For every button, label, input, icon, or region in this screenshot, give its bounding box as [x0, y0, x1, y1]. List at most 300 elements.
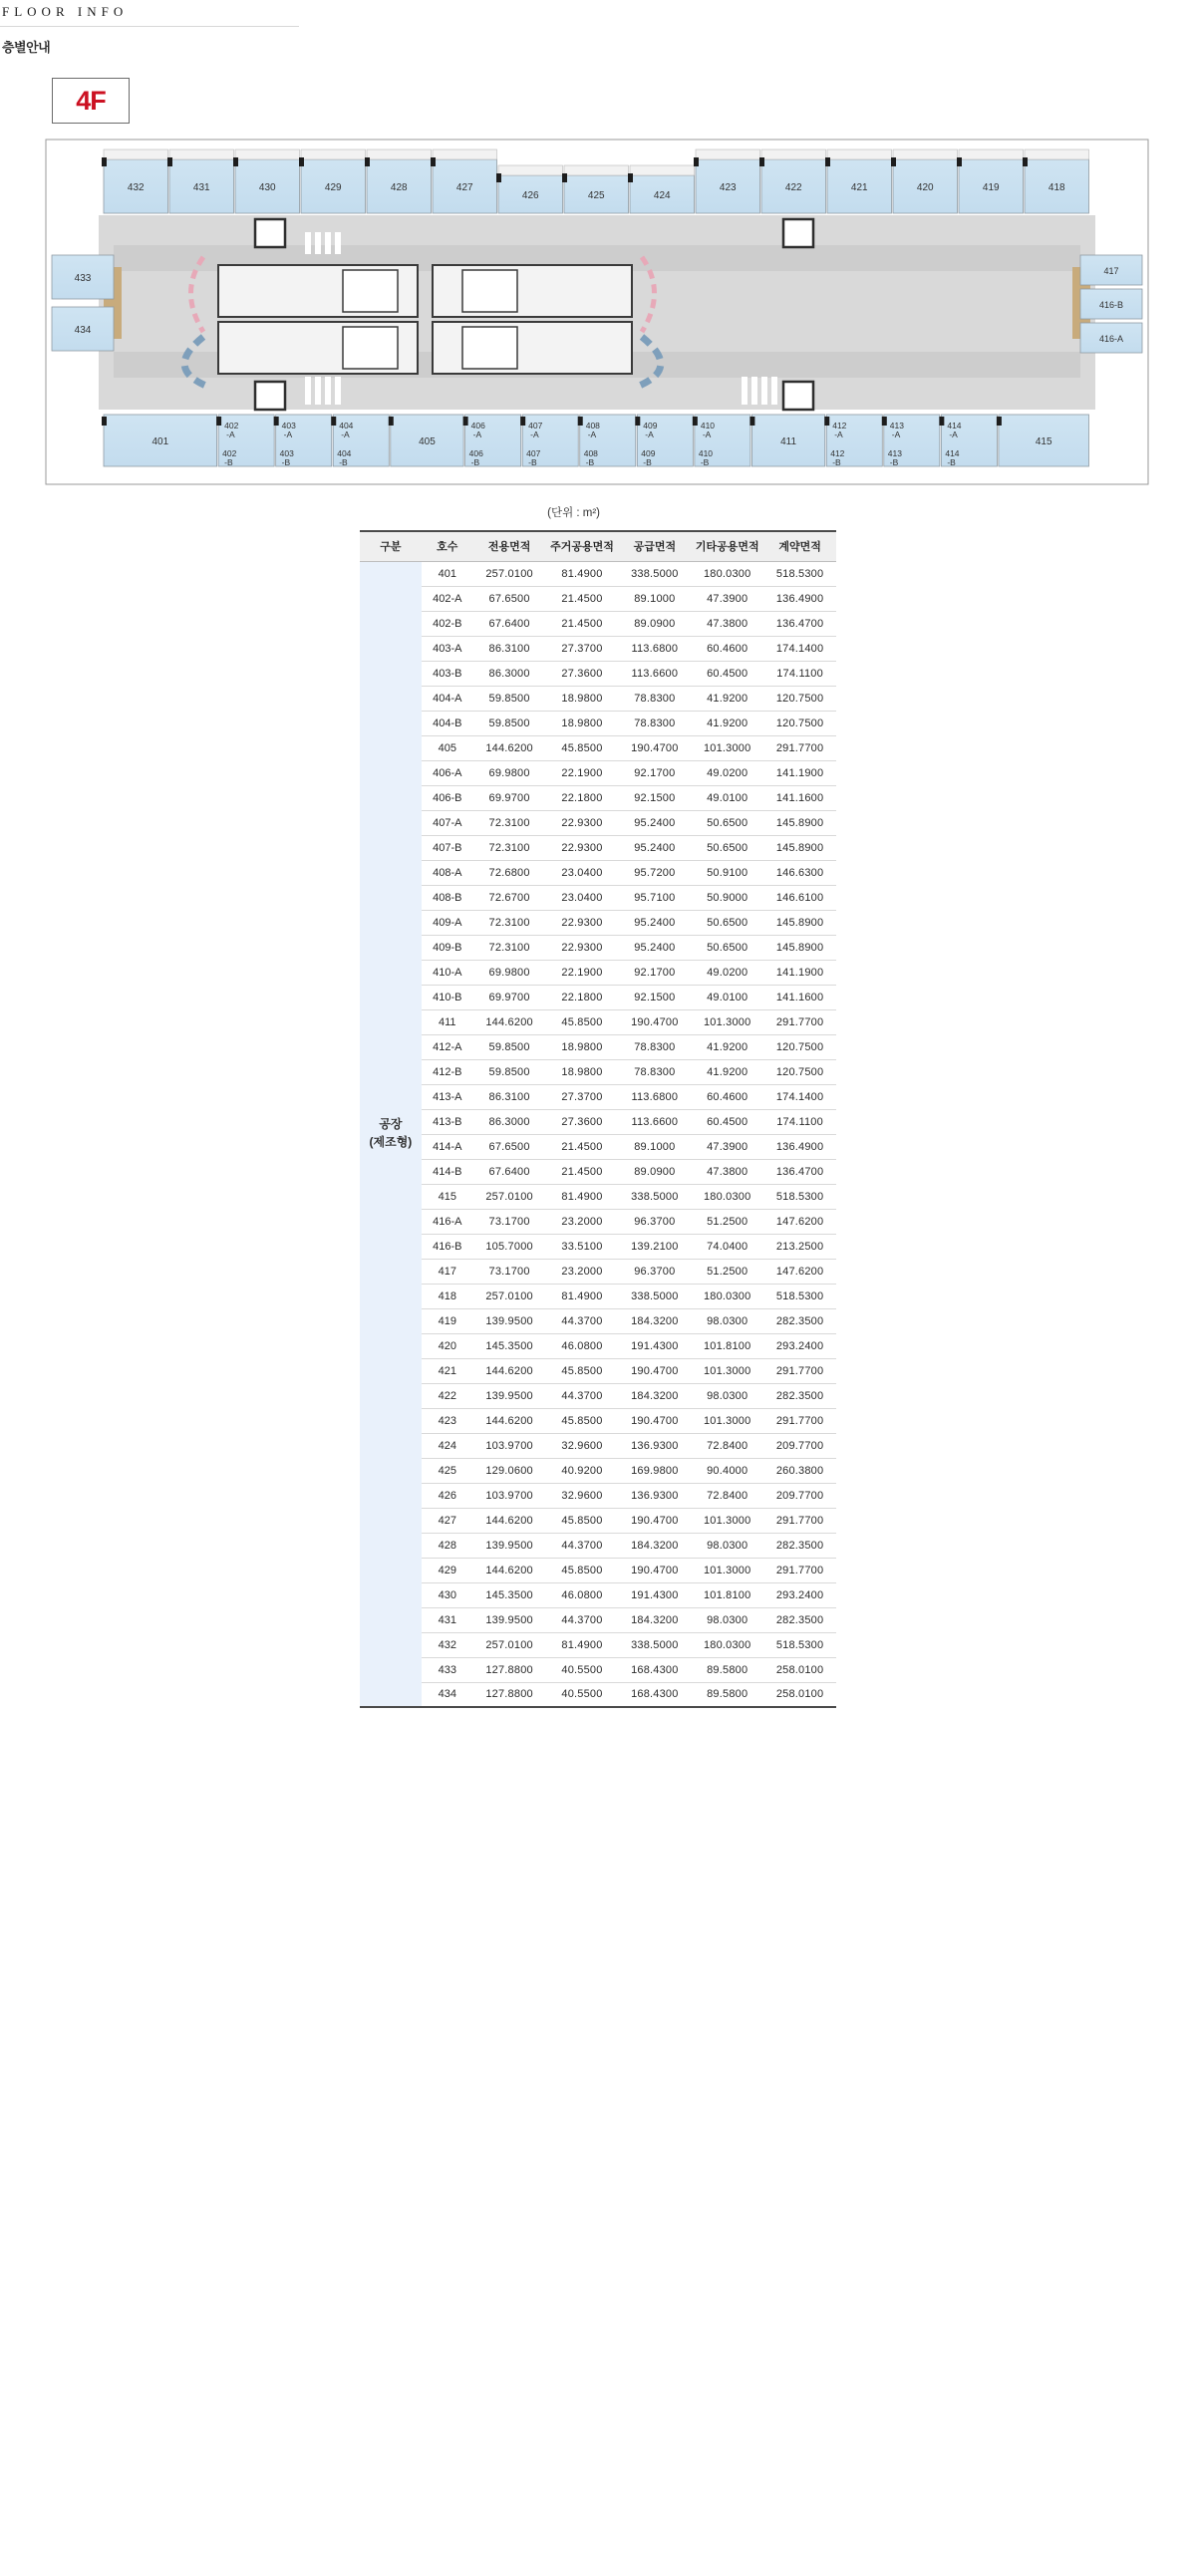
cell-unit: 432: [422, 1632, 473, 1657]
cell-unit: 414-B: [422, 1159, 473, 1184]
cell-contract-area: 260.3800: [763, 1458, 836, 1483]
table-row: [360, 1109, 836, 1134]
cell-other-common-area: 74.0400: [691, 1234, 763, 1259]
eyebrow-title: FLOOR INFO: [2, 4, 129, 19]
cell-supply-area: 190.4700: [618, 1408, 691, 1433]
unit-423-balcony: [696, 149, 760, 159]
cell-unit: 416-A: [422, 1209, 473, 1234]
cell-common-area: 45.8500: [546, 1358, 619, 1383]
cell-other-common-area: 50.9100: [691, 860, 763, 885]
cell-unit: 423: [422, 1408, 473, 1433]
floorplan-wrap: [0, 138, 1196, 486]
cell-supply-area: 89.0900: [618, 1159, 691, 1184]
cell-supply-area: 92.1500: [618, 785, 691, 810]
cell-contract-area: 282.3500: [763, 1607, 836, 1632]
unit-417-label: 417: [1103, 266, 1119, 276]
cell-supply-area: 184.3200: [618, 1383, 691, 1408]
column-marker: [694, 157, 699, 166]
cell-exclusive-area: 72.3100: [473, 935, 546, 960]
cell-exclusive-area: 144.6200: [473, 1009, 546, 1034]
table-row: [360, 1383, 836, 1408]
cell-exclusive-area: 144.6200: [473, 1508, 546, 1533]
column-marker: [759, 157, 764, 166]
cell-other-common-area: 90.4000: [691, 1458, 763, 1483]
unit-402-B-suffix: -B: [224, 457, 233, 467]
cell-common-area: 22.9300: [546, 910, 619, 935]
unit-429-label: 429: [324, 182, 342, 193]
table-row: [360, 1159, 836, 1184]
cell-contract-area: 293.2400: [763, 1582, 836, 1607]
table-row: [360, 1682, 836, 1707]
cell-unit: 407-A: [422, 810, 473, 835]
table-row: [360, 1009, 836, 1034]
unit-401-label: 401: [151, 436, 169, 447]
column-marker: [102, 417, 107, 426]
cell-other-common-area: 49.0100: [691, 785, 763, 810]
cell-other-common-area: 101.3000: [691, 1508, 763, 1533]
cell-common-area: 81.4900: [546, 1632, 619, 1657]
unit-425-balcony: [564, 165, 629, 175]
cell-unit: 401: [422, 561, 473, 586]
cell-unit: 411: [422, 1009, 473, 1034]
cell-contract-area: 147.6200: [763, 1209, 836, 1234]
area-table-wrap: [0, 530, 1196, 1732]
table-row: [360, 1582, 836, 1607]
column-marker: [693, 417, 698, 426]
cell-supply-area: 95.7100: [618, 885, 691, 910]
column-marker: [891, 157, 896, 166]
cell-unit: 426: [422, 1483, 473, 1508]
cell-unit: 409-B: [422, 935, 473, 960]
cell-other-common-area: 51.2500: [691, 1209, 763, 1234]
unit-404-B-label: 404: [337, 448, 352, 458]
cell-common-area: 33.5100: [546, 1234, 619, 1259]
column-marker: [628, 173, 633, 182]
cell-contract-area: 146.6100: [763, 885, 836, 910]
cell-common-area: 40.9200: [546, 1458, 619, 1483]
unit-421-label: 421: [850, 182, 868, 193]
cell-exclusive-area: 139.9500: [473, 1308, 546, 1333]
table-row: [360, 1358, 836, 1383]
cell-contract-area: 291.7700: [763, 1358, 836, 1383]
cell-exclusive-area: 127.8800: [473, 1682, 546, 1707]
table-row: [360, 960, 836, 985]
cell-unit: 408-B: [422, 885, 473, 910]
unit-402-B-label: 402: [222, 448, 237, 458]
unit-404-B-suffix: -B: [339, 457, 348, 467]
cell-other-common-area: 60.4500: [691, 1109, 763, 1134]
cell-contract-area: 136.4700: [763, 611, 836, 636]
cell-supply-area: 191.4300: [618, 1333, 691, 1358]
cell-contract-area: 145.8900: [763, 835, 836, 860]
unit-403-B-suffix: -B: [281, 457, 291, 467]
cell-other-common-area: 101.3000: [691, 1558, 763, 1582]
unit-419-balcony: [959, 149, 1024, 159]
cell-common-area: 45.8500: [546, 1508, 619, 1533]
cell-exclusive-area: 257.0100: [473, 1184, 546, 1209]
table-row: [360, 785, 836, 810]
cell-supply-area: 136.9300: [618, 1483, 691, 1508]
unit-410-B-suffix: -B: [700, 457, 710, 467]
cell-contract-area: 145.8900: [763, 910, 836, 935]
cell-unit: 420: [422, 1333, 473, 1358]
cell-other-common-area: 180.0300: [691, 561, 763, 586]
page-title: 층별안내: [2, 40, 51, 55]
cell-unit: 405: [422, 735, 473, 760]
cell-supply-area: 190.4700: [618, 1358, 691, 1383]
cell-other-common-area: 98.0300: [691, 1607, 763, 1632]
cell-other-common-area: 101.3000: [691, 1009, 763, 1034]
cell-common-area: 44.3700: [546, 1308, 619, 1333]
cell-exclusive-area: 139.9500: [473, 1607, 546, 1632]
cell-other-common-area: 49.0200: [691, 960, 763, 985]
cell-common-area: 40.5500: [546, 1657, 619, 1682]
unit-406-A-suffix: -A: [472, 429, 482, 439]
unit-431-label: 431: [192, 182, 210, 193]
cell-supply-area: 190.4700: [618, 1558, 691, 1582]
cell-unit: 419: [422, 1308, 473, 1333]
cell-exclusive-area: 139.9500: [473, 1383, 546, 1408]
table-row: [360, 1059, 836, 1084]
unit-411-label: 411: [780, 436, 797, 447]
cell-unit: 417: [422, 1259, 473, 1284]
cell-other-common-area: 72.8400: [691, 1483, 763, 1508]
cell-contract-area: 291.7700: [763, 1408, 836, 1433]
col-header-contract: 계약면적: [763, 531, 836, 561]
unit-407-B-suffix: -B: [528, 457, 537, 467]
table-row: [360, 1134, 836, 1159]
cell-unit: 410-A: [422, 960, 473, 985]
column-marker: [365, 157, 370, 166]
table-row: [360, 1408, 836, 1433]
cell-contract-area: 136.4900: [763, 586, 836, 611]
unit-410-A-label: 410: [700, 421, 716, 430]
table-row: [360, 1433, 836, 1458]
unit-422-balcony: [761, 149, 826, 159]
cell-exclusive-area: 144.6200: [473, 1558, 546, 1582]
cell-supply-area: 168.4300: [618, 1682, 691, 1707]
cell-unit: 402-B: [422, 611, 473, 636]
unit-420-label: 420: [916, 182, 934, 193]
cell-contract-area: 174.1400: [763, 1084, 836, 1109]
cell-contract-area: 146.6300: [763, 860, 836, 885]
unit-414-B-label: 414: [945, 448, 960, 458]
cell-exclusive-area: 103.9700: [473, 1483, 546, 1508]
page-header: [0, 0, 1196, 56]
cell-exclusive-area: 86.3100: [473, 1084, 546, 1109]
column-marker: [635, 417, 640, 426]
unit-434-label: 434: [74, 325, 92, 336]
cell-supply-area: 190.4700: [618, 1009, 691, 1034]
cell-exclusive-area: 86.3000: [473, 1109, 546, 1134]
table-row: [360, 1259, 836, 1284]
column-marker: [102, 157, 107, 166]
cell-other-common-area: 47.3800: [691, 611, 763, 636]
cell-other-common-area: 50.9000: [691, 885, 763, 910]
column-marker: [749, 417, 754, 426]
column-marker: [167, 157, 172, 166]
cell-exclusive-area: 72.6800: [473, 860, 546, 885]
cell-other-common-area: 101.3000: [691, 735, 763, 760]
cell-other-common-area: 180.0300: [691, 1284, 763, 1308]
cell-contract-area: 291.7700: [763, 1009, 836, 1034]
cell-contract-area: 258.0100: [763, 1657, 836, 1682]
cell-common-area: 21.4500: [546, 1159, 619, 1184]
cell-exclusive-area: 59.8500: [473, 711, 546, 735]
table-body: [360, 561, 836, 1707]
unit-407-A-suffix: -A: [530, 429, 539, 439]
cell-contract-area: 291.7700: [763, 735, 836, 760]
cell-contract-area: 174.1400: [763, 636, 836, 661]
unit-406-B-suffix: -B: [470, 457, 480, 467]
table-row: [360, 1234, 836, 1259]
unit-422-label: 422: [784, 182, 802, 193]
cell-exclusive-area: 67.6400: [473, 1159, 546, 1184]
cell-common-area: 27.3600: [546, 661, 619, 686]
table-row: [360, 1483, 836, 1508]
unit-409-A-label: 409: [643, 421, 658, 430]
unit-406-A-label: 406: [470, 421, 485, 430]
cell-other-common-area: 101.3000: [691, 1408, 763, 1433]
cell-contract-area: 291.7700: [763, 1508, 836, 1533]
cell-supply-area: 92.1500: [618, 985, 691, 1009]
cell-exclusive-area: 72.3100: [473, 835, 546, 860]
cell-supply-area: 89.1000: [618, 1134, 691, 1159]
cell-contract-area: 282.3500: [763, 1308, 836, 1333]
table-header-row: [360, 531, 836, 561]
category-cell: [360, 561, 422, 1707]
cell-contract-area: 174.1100: [763, 661, 836, 686]
unit-403-A-label: 403: [281, 421, 296, 430]
cell-supply-area: 78.8300: [618, 1059, 691, 1084]
column-marker: [882, 417, 887, 426]
floor-badge[interactable]: 4F: [52, 78, 130, 124]
cell-contract-area: 209.7700: [763, 1433, 836, 1458]
cell-supply-area: 78.8300: [618, 711, 691, 735]
cell-common-area: 44.3700: [546, 1383, 619, 1408]
column-marker: [957, 157, 962, 166]
table-row: [360, 1034, 836, 1059]
cell-other-common-area: 47.3800: [691, 1159, 763, 1184]
cell-unit: 425: [422, 1458, 473, 1483]
cell-supply-area: 89.0900: [618, 611, 691, 636]
cell-common-area: 44.3700: [546, 1607, 619, 1632]
col-header-supply: 공급면적: [618, 531, 691, 561]
cell-exclusive-area: 105.7000: [473, 1234, 546, 1259]
cell-supply-area: 168.4300: [618, 1657, 691, 1682]
cell-other-common-area: 51.2500: [691, 1259, 763, 1284]
cell-supply-area: 113.6800: [618, 636, 691, 661]
cell-unit: 414-A: [422, 1134, 473, 1159]
unit-418-balcony: [1025, 149, 1089, 159]
cell-unit: 407-B: [422, 835, 473, 860]
unit-410-A-suffix: -A: [702, 429, 712, 439]
cell-supply-area: 95.2400: [618, 910, 691, 935]
unit-408-B-label: 408: [583, 448, 598, 458]
cell-exclusive-area: 257.0100: [473, 1284, 546, 1308]
cell-supply-area: 113.6800: [618, 1084, 691, 1109]
unit-414-A-suffix: -A: [949, 429, 958, 439]
area-table: [360, 530, 836, 1708]
cell-exclusive-area: 72.6700: [473, 885, 546, 910]
cell-exclusive-area: 67.6400: [473, 611, 546, 636]
unit-418-label: 418: [1047, 182, 1065, 193]
cell-exclusive-area: 59.8500: [473, 1059, 546, 1084]
cell-supply-area: 95.2400: [618, 835, 691, 860]
table-row: [360, 1333, 836, 1358]
unit-413-B-label: 413: [887, 448, 902, 458]
unit-425-label: 425: [587, 190, 605, 201]
unit-428-balcony: [367, 149, 432, 159]
cell-supply-area: 184.3200: [618, 1308, 691, 1333]
cell-exclusive-area: 59.8500: [473, 1034, 546, 1059]
cell-common-area: 23.2000: [546, 1259, 619, 1284]
cell-common-area: 46.0800: [546, 1582, 619, 1607]
cell-supply-area: 89.1000: [618, 586, 691, 611]
unit-430-label: 430: [258, 182, 276, 193]
cell-exclusive-area: 69.9700: [473, 785, 546, 810]
table-row: [360, 910, 836, 935]
column-marker: [233, 157, 238, 166]
cell-exclusive-area: 257.0100: [473, 561, 546, 586]
unit-433-label: 433: [74, 273, 92, 284]
cell-contract-area: 145.8900: [763, 935, 836, 960]
col-header-other: 기타공용면적: [691, 531, 763, 561]
cell-other-common-area: 89.5800: [691, 1657, 763, 1682]
unit-414-A-label: 414: [947, 421, 962, 430]
cell-common-area: 27.3600: [546, 1109, 619, 1134]
cell-unit: 409-A: [422, 910, 473, 935]
unit-412-A-suffix: -A: [834, 429, 843, 439]
cell-contract-area: 141.1900: [763, 960, 836, 985]
cell-exclusive-area: 73.1700: [473, 1259, 546, 1284]
column-marker: [463, 417, 468, 426]
table-row: [360, 1558, 836, 1582]
column-marker: [578, 417, 583, 426]
unit-424-balcony: [630, 165, 695, 175]
table-row: [360, 1657, 836, 1682]
cell-exclusive-area: 67.6500: [473, 586, 546, 611]
cell-unit: 415: [422, 1184, 473, 1209]
unit-412-B-suffix: -B: [832, 457, 841, 467]
cell-supply-area: 190.4700: [618, 1508, 691, 1533]
cell-unit: 410-B: [422, 985, 473, 1009]
cell-supply-area: 113.6600: [618, 1109, 691, 1134]
cell-common-area: 32.9600: [546, 1483, 619, 1508]
unit-408-A-label: 408: [585, 421, 600, 430]
cell-exclusive-area: 145.3500: [473, 1582, 546, 1607]
cell-supply-area: 338.5000: [618, 1184, 691, 1209]
cell-exclusive-area: 69.9700: [473, 985, 546, 1009]
category-line-2: (제조형): [369, 1134, 413, 1149]
unit-416-A-label: 416-A: [1098, 334, 1124, 344]
unit-409-B-suffix: -B: [643, 457, 652, 467]
cell-contract-area: 147.6200: [763, 1259, 836, 1284]
unit-415-label: 415: [1035, 436, 1052, 447]
cell-contract-area: 120.7500: [763, 1059, 836, 1084]
cell-other-common-area: 98.0300: [691, 1383, 763, 1408]
cell-contract-area: 213.2500: [763, 1234, 836, 1259]
cell-unit: 404-A: [422, 686, 473, 711]
cell-unit: 433: [422, 1657, 473, 1682]
unit-408-B-suffix: -B: [585, 457, 595, 467]
unit-413-B-suffix: -B: [889, 457, 899, 467]
cell-other-common-area: 47.3900: [691, 586, 763, 611]
cell-contract-area: 136.4700: [763, 1159, 836, 1184]
cell-supply-area: 184.3200: [618, 1533, 691, 1558]
column-marker: [331, 417, 336, 426]
cell-contract-area: 174.1100: [763, 1109, 836, 1134]
table-row: [360, 985, 836, 1009]
cell-contract-area: 518.5300: [763, 561, 836, 586]
cell-common-area: 45.8500: [546, 1558, 619, 1582]
cell-unit: 412-B: [422, 1059, 473, 1084]
column-marker: [431, 157, 436, 166]
floor-badge-wrap: [0, 56, 1196, 138]
table-row: [360, 1284, 836, 1308]
table-row: [360, 636, 836, 661]
cell-exclusive-area: 257.0100: [473, 1632, 546, 1657]
unit-416-B-label: 416-B: [1098, 300, 1124, 310]
unit-403-A-suffix: -A: [283, 429, 293, 439]
unit-403-B-label: 403: [279, 448, 294, 458]
column-marker: [997, 417, 1002, 426]
cell-unit: 434: [422, 1682, 473, 1707]
unit-407-A-label: 407: [528, 421, 543, 430]
unit-405-label: 405: [419, 436, 436, 447]
table-row: [360, 586, 836, 611]
unit-428-label: 428: [390, 182, 408, 193]
cell-unit: 403-A: [422, 636, 473, 661]
cell-common-area: 23.2000: [546, 1209, 619, 1234]
unit-412-A-label: 412: [832, 421, 847, 430]
table-row: [360, 1533, 836, 1558]
cell-common-area: 22.1900: [546, 960, 619, 985]
cell-unit: 424: [422, 1433, 473, 1458]
unit-409-B-label: 409: [641, 448, 656, 458]
unit-424-label: 424: [653, 190, 671, 201]
cell-common-area: 23.0400: [546, 860, 619, 885]
floorplan[interactable]: [44, 138, 1150, 486]
cell-exclusive-area: 86.3100: [473, 636, 546, 661]
cell-common-area: 18.9800: [546, 711, 619, 735]
cell-common-area: 18.9800: [546, 1034, 619, 1059]
table-row: [360, 1458, 836, 1483]
table-row: [360, 661, 836, 686]
column-marker: [216, 417, 221, 426]
cell-other-common-area: 180.0300: [691, 1632, 763, 1657]
cell-other-common-area: 60.4500: [691, 661, 763, 686]
cell-common-area: 44.3700: [546, 1533, 619, 1558]
cell-supply-area: 190.4700: [618, 735, 691, 760]
col-header-common: 주거공용면적: [546, 531, 619, 561]
cell-common-area: 81.4900: [546, 561, 619, 586]
cell-supply-area: 92.1700: [618, 760, 691, 785]
cell-other-common-area: 49.0100: [691, 985, 763, 1009]
unit-404-A-label: 404: [339, 421, 354, 430]
cell-supply-area: 136.9300: [618, 1433, 691, 1458]
cell-unit: 430: [422, 1582, 473, 1607]
cell-unit: 404-B: [422, 711, 473, 735]
cell-exclusive-area: 127.8800: [473, 1657, 546, 1682]
cell-exclusive-area: 145.3500: [473, 1333, 546, 1358]
cell-exclusive-area: 144.6200: [473, 1408, 546, 1433]
table-row: [360, 810, 836, 835]
cell-contract-area: 136.4900: [763, 1134, 836, 1159]
cell-common-area: 45.8500: [546, 735, 619, 760]
cell-supply-area: 338.5000: [618, 1632, 691, 1657]
cell-exclusive-area: 69.9800: [473, 960, 546, 985]
